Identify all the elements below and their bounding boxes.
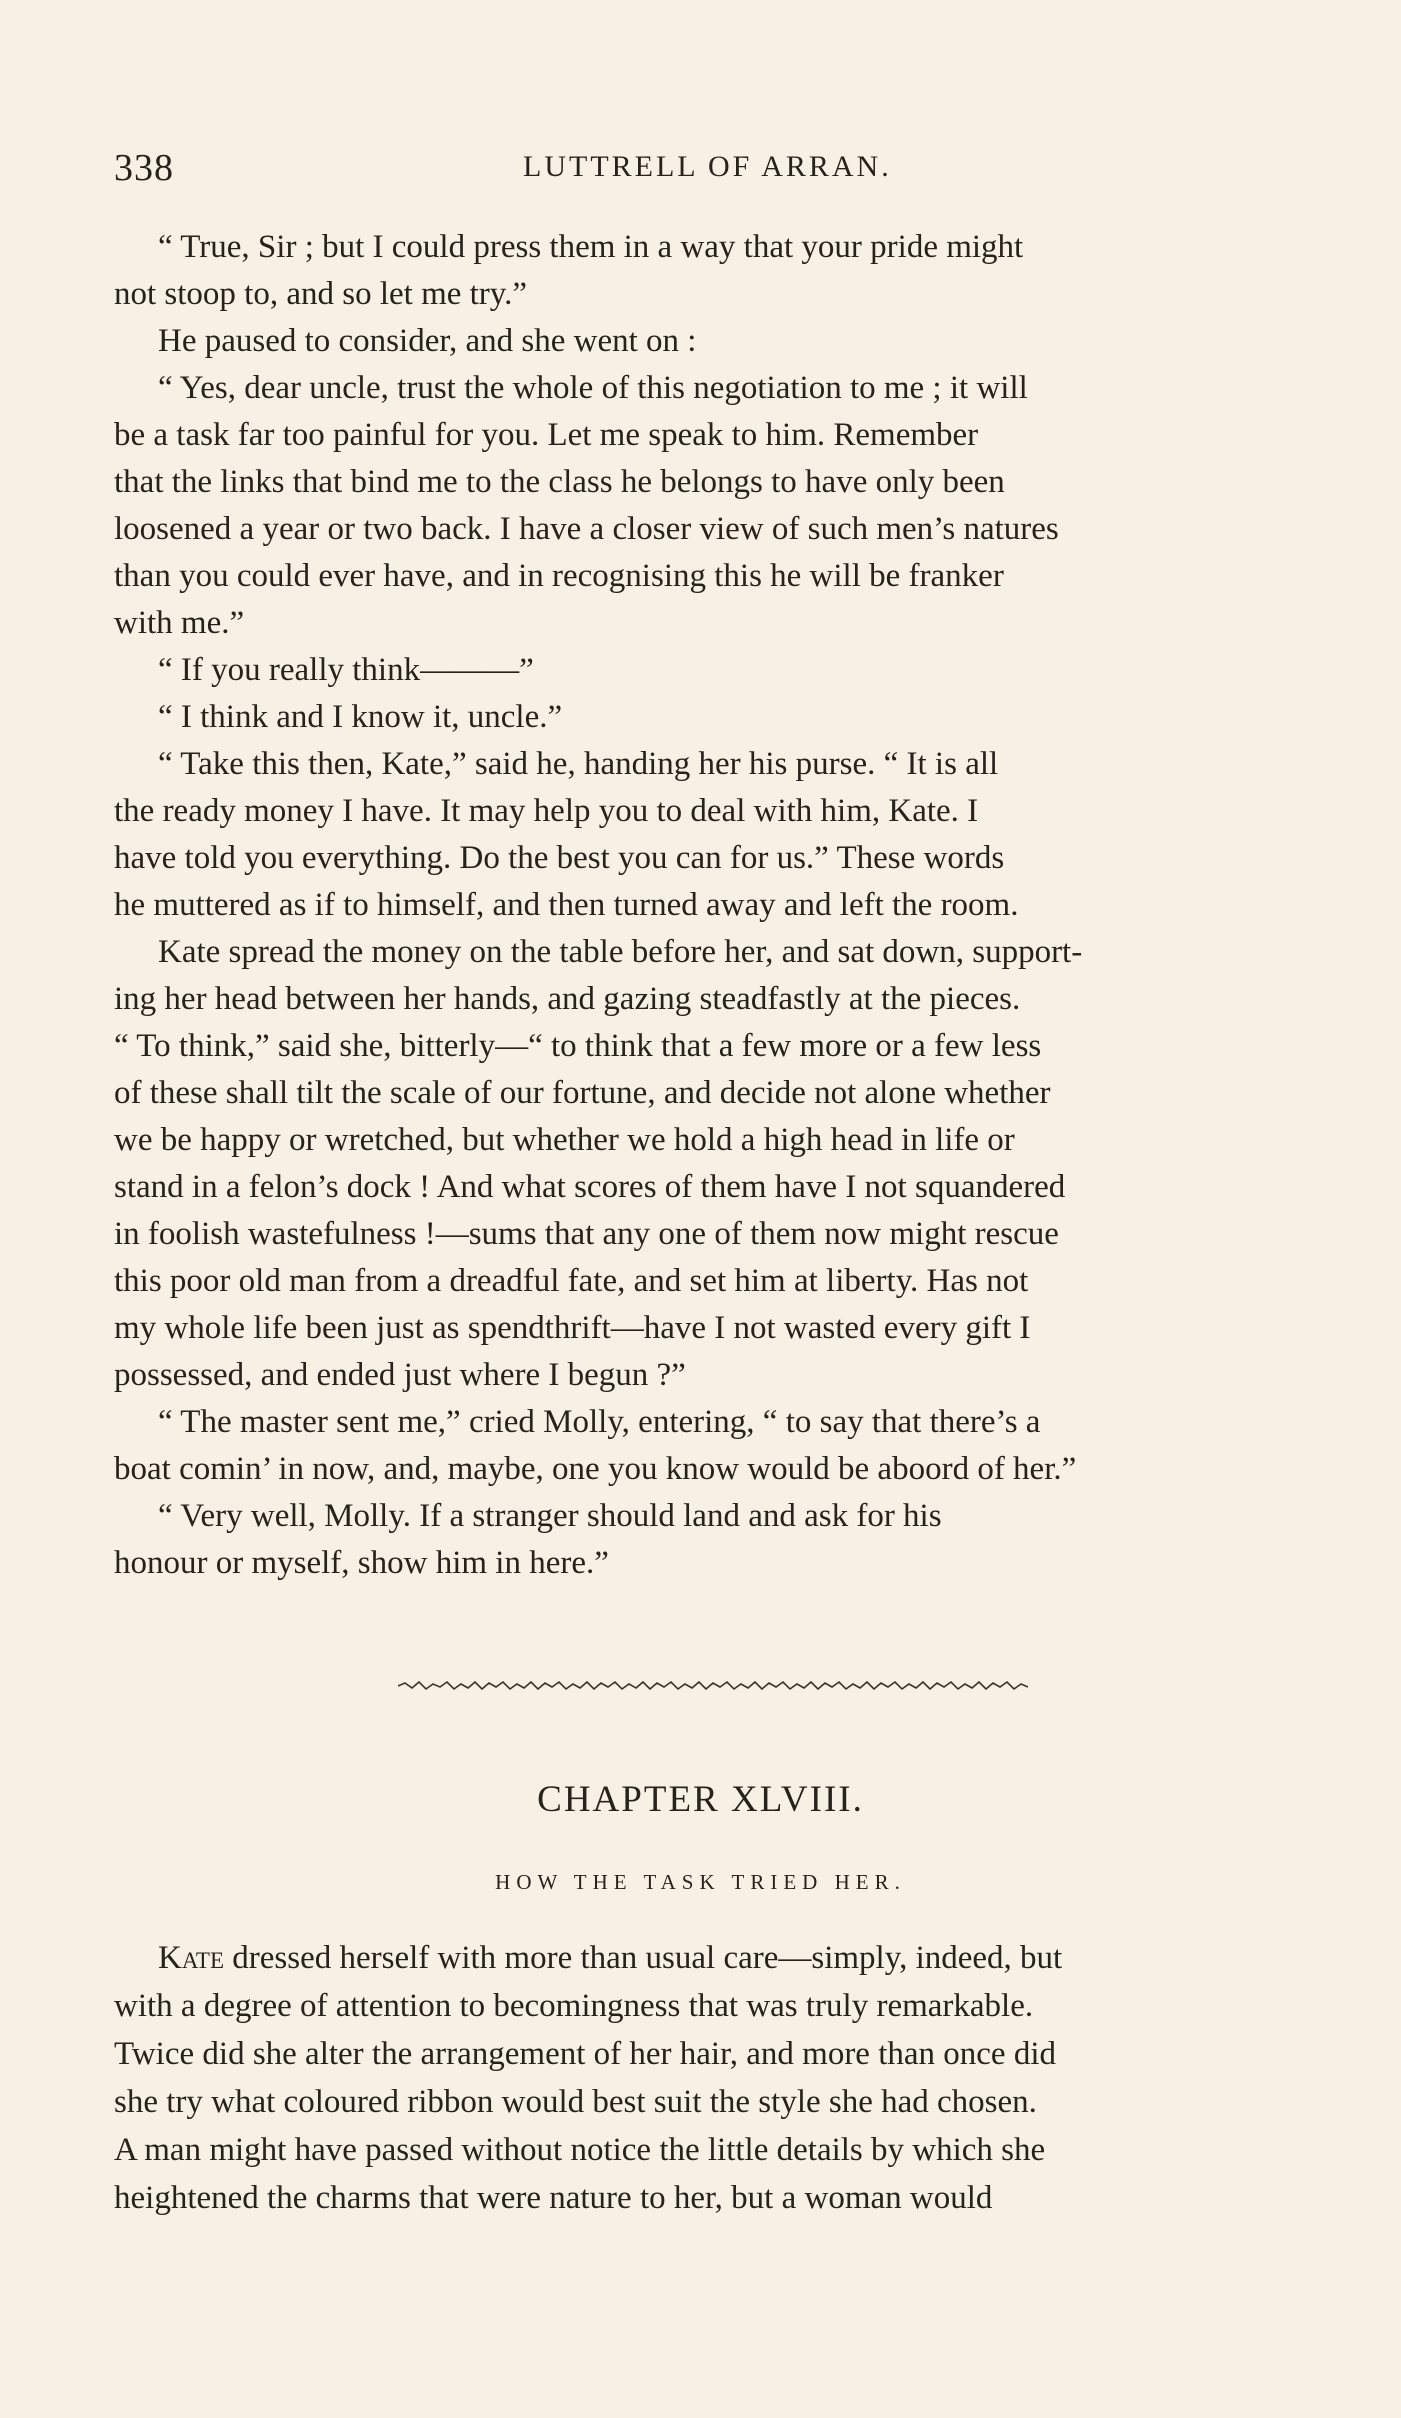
chapter-subtitle: HOW THE TASK TRIED HER. <box>495 1870 906 1894</box>
page-number: 338 <box>114 147 174 189</box>
text-line: “ Very well, Molly. If a stranger should land and ask for his <box>158 1498 942 1534</box>
body-text <box>114 224 1300 1587</box>
running-head <box>114 146 1286 196</box>
text-line: we be happy or wretched, but whether we hold a high head in life or <box>114 1122 1015 1158</box>
text-line: A man might have passed without notice the little details by which she <box>114 2132 1046 2168</box>
text-line: honour or myself, show him in here.” <box>114 1545 609 1581</box>
decorative-rule <box>398 1676 1028 1698</box>
text-line: with a degree of attention to becomingness that was truly remarkable. <box>114 1988 1034 2024</box>
text-line: stand in a felon’s dock ! And what scores of them have I not squandered <box>114 1169 1066 1205</box>
text-line: “ If you really think———” <box>158 652 534 688</box>
text-line: “ The master sent me,” cried Molly, entering, “ to say that there’s a <box>158 1404 1041 1440</box>
text-line: my whole life been just as spendthrift—have I not wasted every gift I <box>114 1310 1031 1346</box>
text-line: “ Yes, dear uncle, trust the whole of this negotiation to me ; it will <box>158 370 1028 406</box>
text-line: “ I think and I know it, uncle.” <box>158 699 563 735</box>
text-line: with me.” <box>114 605 245 641</box>
text-line: than you could ever have, and in recognising this he will be franker <box>114 558 1004 594</box>
text-line: not stoop to, and so let me try.” <box>114 276 528 312</box>
text-line: he muttered as if to himself, and then turned away and left the room. <box>114 887 1019 923</box>
text-line: be a task far too painful for you. Let me speak to him. Remember <box>114 417 979 453</box>
text-line: that the links that bind me to the class he belongs to have only been <box>114 464 1005 500</box>
text-line: in foolish wastefulness !—sums that any one of them now might rescue <box>114 1216 1059 1252</box>
text-line: “ To think,” said she, bitterly—“ to think that a few more or a few less <box>114 1028 1042 1064</box>
text-line: “ Take this then, Kate,” said he, handing her his purse. “ It is all <box>158 746 999 782</box>
text-line: boat comin’ in now, and, maybe, one you know would be aboord of her.” <box>114 1451 1077 1487</box>
text-line: He paused to consider, and she went on : <box>158 323 697 359</box>
text-line: have told you everything. Do the best you can for us.” These words <box>114 840 1005 876</box>
running-title: LUTTRELL OF ARRAN. <box>523 150 892 183</box>
chapter-first-word: Kate <box>158 1940 224 1976</box>
chapter-title: CHAPTER XLVIII. <box>537 1779 864 1820</box>
text-line: Twice did she alter the arrangement of her hair, and more than once did <box>114 2036 1056 2072</box>
text-line: she try what coloured ribbon would best suit the style she had chosen. <box>114 2084 1037 2120</box>
text-line: of these shall tilt the scale of our fortune, and decide not alone whether <box>114 1075 1051 1111</box>
text-line: possessed, and ended just where I begun ?” <box>114 1357 686 1393</box>
text-line: heightened the charms that were nature to her, but a woman would <box>114 2180 993 2216</box>
text-line: ing her head between her hands, and gazing steadfastly at the pieces. <box>114 981 1021 1017</box>
text-line: loosened a year or two back. I have a closer view of such men’s natures <box>114 511 1059 547</box>
chapter-first-line <box>114 1934 1300 1982</box>
chapter-text <box>114 1934 1300 2222</box>
text-line: “ True, Sir ; but I could press them in a way that your pride might <box>158 229 1024 265</box>
text-line: the ready money I have. It may help you to deal with him, Kate. I <box>114 793 979 829</box>
text-line: Kate spread the money on the table before her, and sat down, support- <box>158 934 1083 970</box>
text-line: this poor old man from a dreadful fate, and set him at liberty. Has not <box>114 1263 1029 1299</box>
chapter-first-line-rest: dressed herself with more than usual care—simply, indeed, but <box>224 1940 1063 1976</box>
